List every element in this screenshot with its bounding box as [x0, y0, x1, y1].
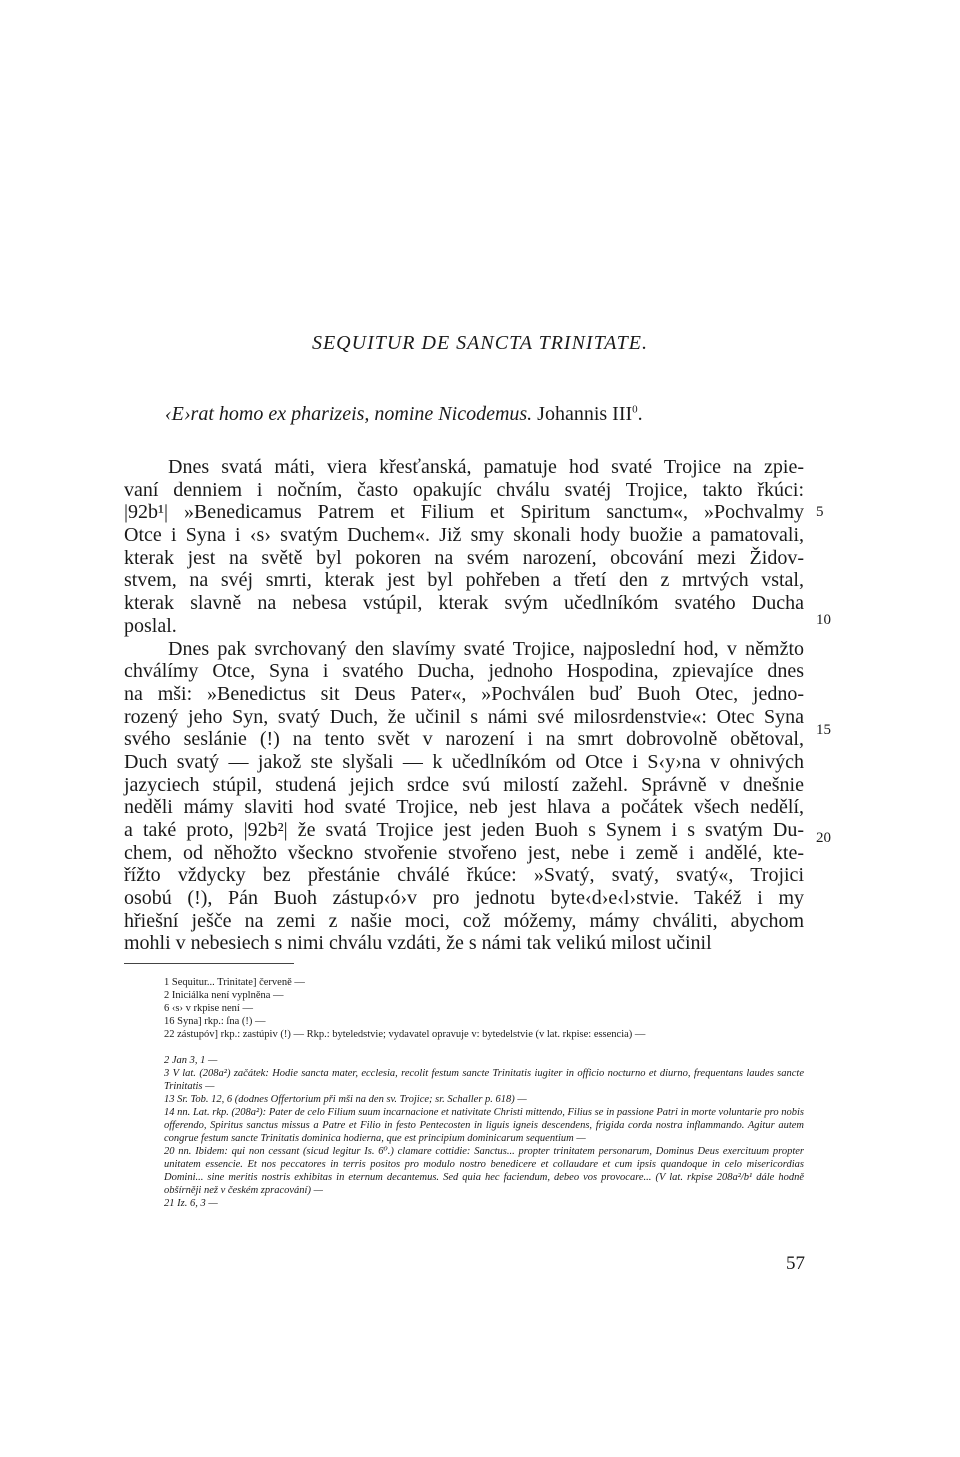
text-line: svého seslánie (!) na tento svět v narození i na smrt dobrovolně obětoval,: [124, 728, 804, 751]
text-line: stvem, na svéj smrti, kterak jest byl pohřeben a třetí den z mrtvých vstal,: [124, 569, 804, 592]
main-text: [124, 456, 804, 955]
text-line: chem, od něhožto všeckno stvořenie stvořeno jest, nebe i země i andělé, kte-: [124, 841, 804, 864]
line-number: 10: [816, 612, 831, 628]
text-line: mohli v nebesiech s nimi chválu vzdáti, že s námi tak velikú milost učinil: [124, 932, 712, 955]
text-line: Otce i Syna i ‹s› svatým Duchem«. Již smy skonali hody buožie a pamatovali,: [124, 524, 804, 547]
line-number: 20: [816, 830, 831, 846]
line-number: 15: [816, 722, 831, 738]
source-note: 3 V lat. (208a²) začátek: Hodie sancta mater, ecclesia, recolit festum sancte Trinitatis iugiter in officio nocturno et diurno, frequentans laudes sancte Trinitatis —: [164, 1068, 804, 1092]
incipit-superscript: 0: [632, 403, 638, 416]
text-line: |92b¹| »Benedicamus Patrem et Filium et Spiritum sanctum«, »Pochvalmy: [124, 501, 804, 524]
text-line: řížto vždycky bez přestánie chválé řkúce: »Svatý, svatý, svatý«, Trojici: [124, 864, 804, 887]
text-line: Dnes pak svrchovaný den slavímy svaté Trojice, najposlední hod, v němžto: [168, 637, 804, 660]
text-line: chválímy Otce, Syna i svatého Ducha, jednoho Hospodina, zpievajíce dnes: [124, 660, 804, 683]
text-line: neděli mámy slaviti hod svaté Trojice, neb jest hlava a počátek všech nedělí,: [124, 796, 804, 819]
incipit: [165, 403, 643, 426]
text-line: na mši: »Benedictus sit Deus Pater«, »Pochválen buď Buoh Otec, jedno-: [124, 682, 804, 705]
text-line: osobú (!), Pán Buoh zástup‹ó›v pro jednotu byte‹d›e‹l›stvie. Takéž i my: [124, 887, 804, 910]
text-line: kterak slavně na nebesa vstúpil, kterak svým učedlníkóm svatého Ducha: [124, 592, 804, 615]
text-line: rozený jeho Syn, svatý Duch, že učinil s námi své milosrdenstvie«: Otec Syna: [124, 705, 804, 728]
source-note: 14 nn. Lat. rkp. (208a²): Pater de celo Filium suum incarnacione et nativitate Christi mittendo, Filius se in passione Patri in morte voluntarie pro nobis offerendo, Spiritus sanctus missus a Patre et Filio in festo Pentecosten in liguis igneis descendens, frigida corda nostra inflammando. Agitur autem congrue festum sancte Trinitatis dominica hodierna, que est principium dominicarum sequentium —: [164, 1107, 804, 1144]
incipit-end: .: [637, 403, 643, 425]
source-note: 20 nn. Ibidem: qui non cessant (sicud legitur Is. 6⁰.) clamare cottidie: Sanctus... propter trinitatem personarum, Dominus Deus exercituum propter unitatem essencie. Et nos peccatores in terris positos pro modulo nostro benedicere et collaudare et cum ipsis quandoque in celo misericordias Domini... sine meritis nostris exhibitas in eternum decantemus. Sed quia hec faciendum, debeo vos provocare... (V lat. rkpise 208a²/b¹ dále hodně obšírněji než v českém zpracování) —: [164, 1146, 804, 1196]
apparatus-note: 6 ‹s› v rkpise není —: [164, 1003, 253, 1014]
text-line: hřiešní ješče na zemi z našie moci, což móžemy, mámy chváliti, abychom: [124, 909, 804, 932]
apparatus-note: 22 zástupóv] rkp.: zastúpiv (!) — Rkp.: byteledstvie; vydavatel opravuje v: bytedelstvie (v lat. rkpise: essencia) —: [164, 1029, 646, 1040]
textual-apparatus: [124, 976, 804, 1041]
line-number: 5: [816, 504, 824, 520]
text-line: kterak jest na světě byl pokoren na svém narození, obcování mezi Židov-: [124, 546, 804, 569]
apparatus-note: 1 Sequitur... Trinitate] červeně —: [164, 977, 305, 988]
incipit-italic: ‹E›rat homo ex pharizeis, nomine Nicodemus.: [165, 403, 533, 425]
apparatus-note: 16 Syna] rkp.: ſna (!) —: [164, 1016, 266, 1027]
text-line: poslal.: [124, 614, 177, 637]
footnote-separator: [124, 963, 294, 964]
text-line: jazyciech stúpil, studená jejich srdce svú milostí zažehl. Správně v dnešnie: [124, 773, 804, 796]
text-line: Duch svatý — jakož ste slyšali — k učedlníkóm od Otce i S‹y›na v ohnivých: [124, 750, 804, 773]
text-line: Dnes svatá máti, viera křesťanská, pamatuje hod svaté Trojice na zpie-: [168, 456, 804, 478]
incipit-reference: Johannis III: [532, 403, 633, 425]
text-line: vaní denniem i nočním, často opakujíc chválu svatéj Trojice, takto řkúci:: [124, 478, 804, 501]
source-note: 21 Iz. 6, 3 —: [164, 1198, 218, 1209]
source-note: 13 Sr. Tob. 12, 6 (dodnes Offertorium při mši na den sv. Trojice; sr. Schaller p. 618) —: [164, 1094, 527, 1105]
apparatus-note: 2 Iniciálka není vyplněna —: [164, 990, 284, 1001]
source-note: 2 Jan 3, 1 —: [164, 1055, 218, 1066]
source-apparatus: [124, 1054, 804, 1210]
page-heading: SEQUITUR DE SANCTA TRINITATE.: [311, 332, 649, 354]
text-line: a také proto, |92b²| že svatá Trojice jest jeden Buoh s Synem i s svatým Du-: [124, 819, 804, 841]
page-number: 57: [786, 1253, 805, 1274]
